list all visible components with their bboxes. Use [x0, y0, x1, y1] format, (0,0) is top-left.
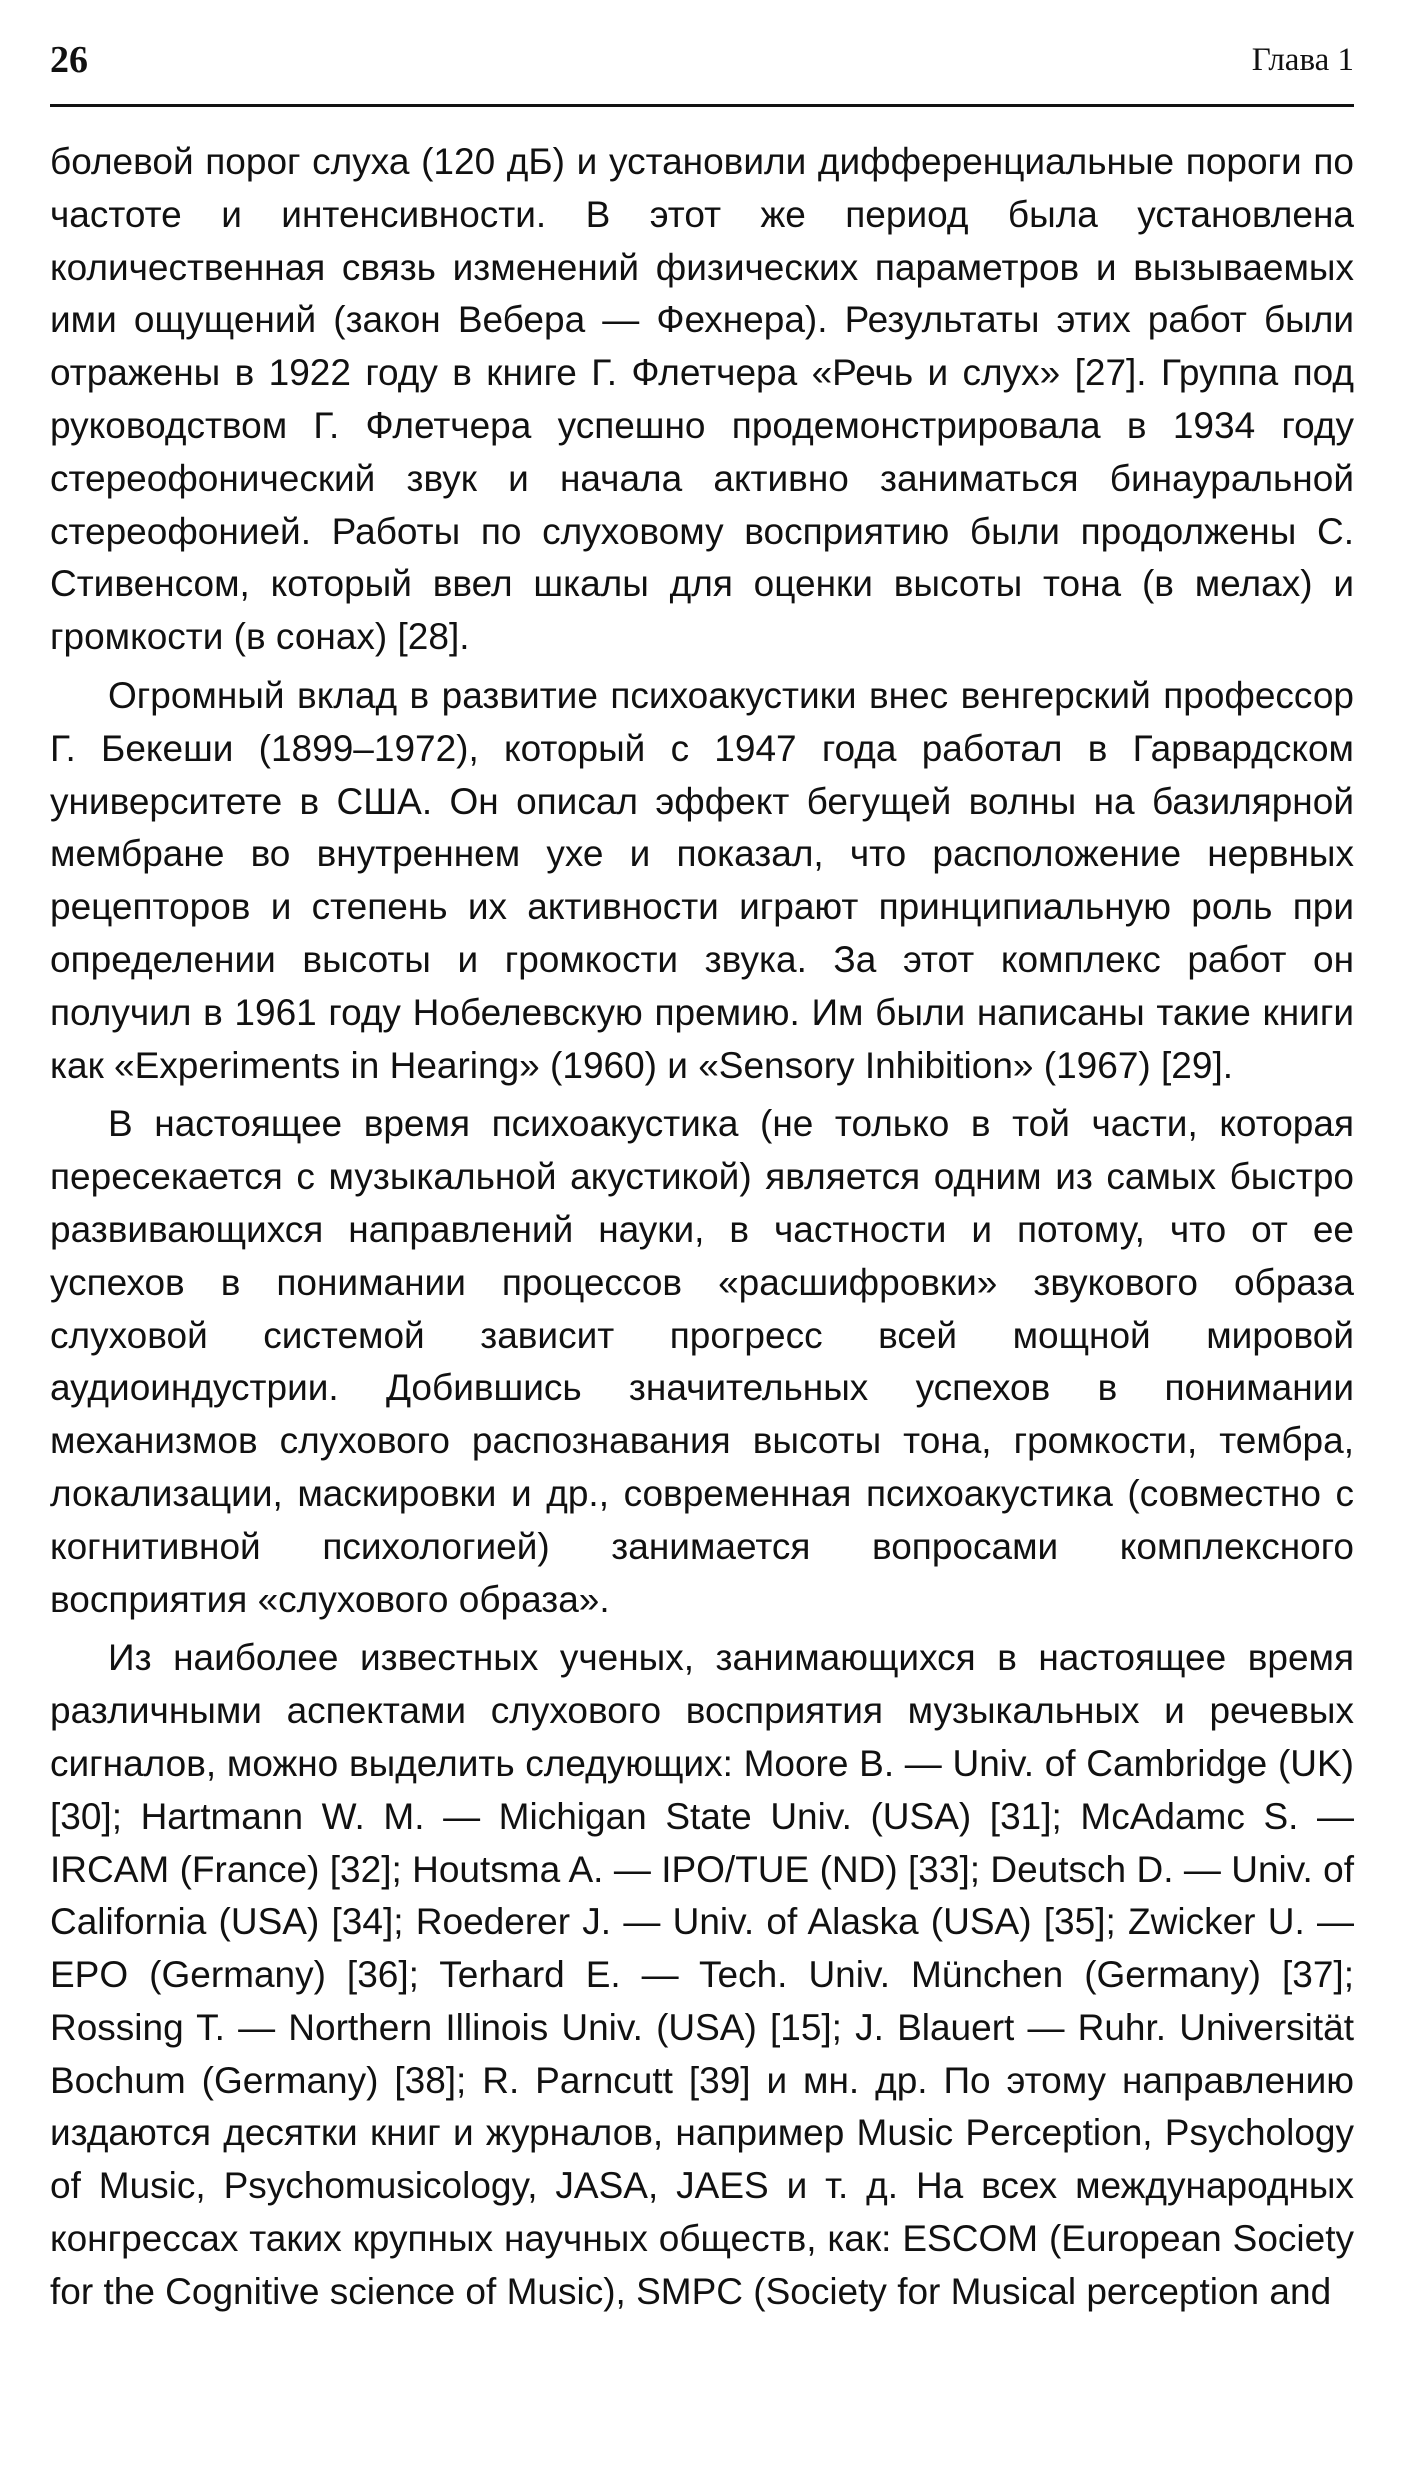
header-rule [50, 104, 1354, 107]
paragraph: Огромный вклад в развитие психоакустики внес венгерский профессор Г. Бекеши (1899–1972), который с 1947 года работал в Гарвардском университете в США. Он описал эффект бегущей волны на базилярной мембране во внутреннем ухе и показал, что расположение нервных рецепторов и степень их активности играют принципиальную роль при определении высоты и громкости звука. За этот комплекс работ он получил в 1961 году Нобелевскую премию. Им были написаны такие книги как «Experiments in Hearing» (1960) и «Sensory Inhibition» (1967) [29]. [50, 674, 1354, 1086]
paragraph-continued: болевой порог слуха (120 дБ) и установили дифференциальные пороги по частоте и интенсивности. В этот же период была установлена количественная связь изменений физических параметров и вызываемых ими ощущений (закон Вебера — Фехнера). Результаты этих работ были отражены в 1922 году в книге Г. Флетчера «Речь и слух» [27]. Группа под руководством Г. Флетчера успешно продемонстрировала в 1934 году стереофонический звук и начала активно заниматься бинауральной стереофонией. Работы по слуховому восприятию были продолжены С. Стивенсом, который ввел шкалы для оценки высоты тона (в мелах) и громкости (в сонах) [28]. [50, 141, 1354, 658]
paragraph: В настоящее время психоакустика (не только в той части, которая пересекается с музыкальной акустикой) является одним из самых быстро развивающихся направлений науки, в частности и потому, что от ее успехов в понимании процессов «расшифровки» звукового образа слуховой системой зависит прогресс всей мощной мировой аудиоиндустрии. Добившись значительных успехов в понимании механизмов слухового распознавания высоты тона, громкости, тембра, локализации, маскировки и др., современная психоакустика (совместно с когнитивной психологией) занимается вопросами комплексного восприятия «слухового образа». [50, 1103, 1354, 1620]
page-number: 26 [50, 39, 88, 81]
chapter-running-head: Глава 1 [1251, 42, 1354, 78]
page-header [50, 32, 1354, 96]
body-text [50, 136, 1354, 2325]
paragraph: Из наиболее известных ученых, занимающихся в настоящее время различными аспектами слухового восприятия музыкальных и речевых сигналов, можно выделить следующих: Moore B. — Univ. of Cambridge (UK) [30]; Hartmann W. M. — Michigan State Univ. (USA) [31]; McAdamc S. — IRCAM (France) [32]; Houtsma A. — IPO/TUE (ND) [33]; Deutsch D. — Univ. of California (USA) [34]; Roederer J. — Univ. of Alaska (USA) [35]; Zwicker U. — EPO (Germany) [36]; Terhard E. — Tech. Univ. München (Germany) [37]; Rossing T. — Northern Illinois Univ. (USA) [15]; J. Blauert — Ruhr. Universität Bochum (Germany) [38]; R. Parncutt [39] и мн. др. По этому направлению издаются десятки книг и журналов, например Music Perception, Psychology of Music, Psychomusicology, JASA, JAES и т. д. На всех международных конгрессах таких крупных научных обществ, как: ESCOM (European Society for the Cognitive science of Music), SMPC (Society for Musical perception and [50, 1637, 1354, 2312]
